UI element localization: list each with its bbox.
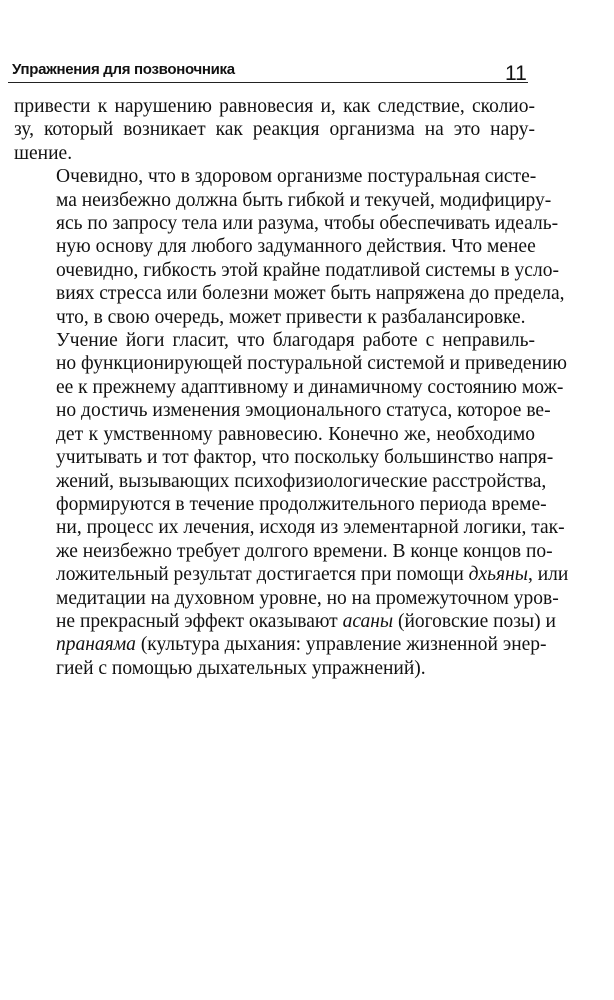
body-text	[14, 95, 569, 680]
term-asana: асаны	[342, 610, 394, 632]
text-line: Очевидно, что в здоровом организме постуральная систе-	[56, 166, 537, 188]
paragraph-3	[14, 329, 569, 680]
text-fragment: (культура дыхания: управление жизненной энер-	[135, 634, 547, 656]
paragraph-2	[14, 165, 565, 329]
text-line: Учение йоги гласит, что благодаря работе с неправиль-	[56, 330, 535, 352]
text-line: учитывать и тот фактор, что поскольку большинство напря-	[56, 447, 554, 469]
text-line: но функционирующей постуральной системой и приведению	[56, 353, 567, 375]
text-line: привести к нарушению равновесия и, как следствие, сколио-	[14, 96, 535, 117]
text-line: что, в свою очередь, может привести к разбалансировке.	[56, 306, 526, 328]
text-line: шение.	[14, 142, 73, 164]
text-line: ную основу для любого задуманного действия. Что менее	[56, 236, 536, 258]
running-title: Упражнения для позвоночника	[12, 61, 235, 78]
text-line: ясь по запросу тела или разума, чтобы обеспечивать идеаль-	[56, 213, 559, 235]
paragraph-1	[14, 95, 535, 165]
text-fragment: , или	[527, 564, 569, 586]
text-line: очевидно, гибкость этой крайне податливой системы в усло-	[56, 259, 559, 281]
term-dhyana: дхьяны	[468, 564, 528, 586]
text-line: формируются в течение продолжительного периода време-	[56, 493, 547, 515]
text-fragment: ложительный результат достигается при помощи	[56, 564, 469, 586]
text-line: виях стресса или болезни может быть напряжена до предела,	[56, 283, 565, 305]
text-line: дет к умственному равновесию. Конечно же, необходимо	[56, 423, 535, 445]
text-line: гией с помощью дыхательных упражнений).	[56, 657, 426, 679]
text-line: но достичь изменения эмоционального статуса, которое ве-	[56, 400, 551, 422]
text-line: жений, вызывающих психофизиологические расстройства,	[56, 470, 547, 492]
text-line: зу, который возникает как реакция организма на это нару-	[14, 119, 535, 141]
text-fragment: не прекрасный эффект оказывают	[56, 610, 343, 632]
running-header	[8, 60, 528, 83]
term-pranayama: пранаяма	[56, 634, 136, 656]
text-line	[14, 633, 547, 656]
text-line	[14, 610, 556, 633]
text-line: медитации на духовном уровне, но на промежуточном уров-	[56, 587, 559, 609]
text-line	[14, 563, 569, 586]
text-line: ее к прежнему адаптивному и динамичному состоянию мож-	[56, 376, 564, 398]
text-fragment: (йоговские позы) и	[393, 610, 556, 632]
page-number: 11	[505, 62, 527, 85]
text-line: ма неизбежно должна быть гибкой и текучей, модифициру-	[56, 189, 552, 211]
text-line: же неизбежно требует долгого времени. В конце концов по-	[56, 540, 553, 562]
text-line: ни, процесс их лечения, исходя из элементарной логики, так-	[56, 517, 565, 539]
